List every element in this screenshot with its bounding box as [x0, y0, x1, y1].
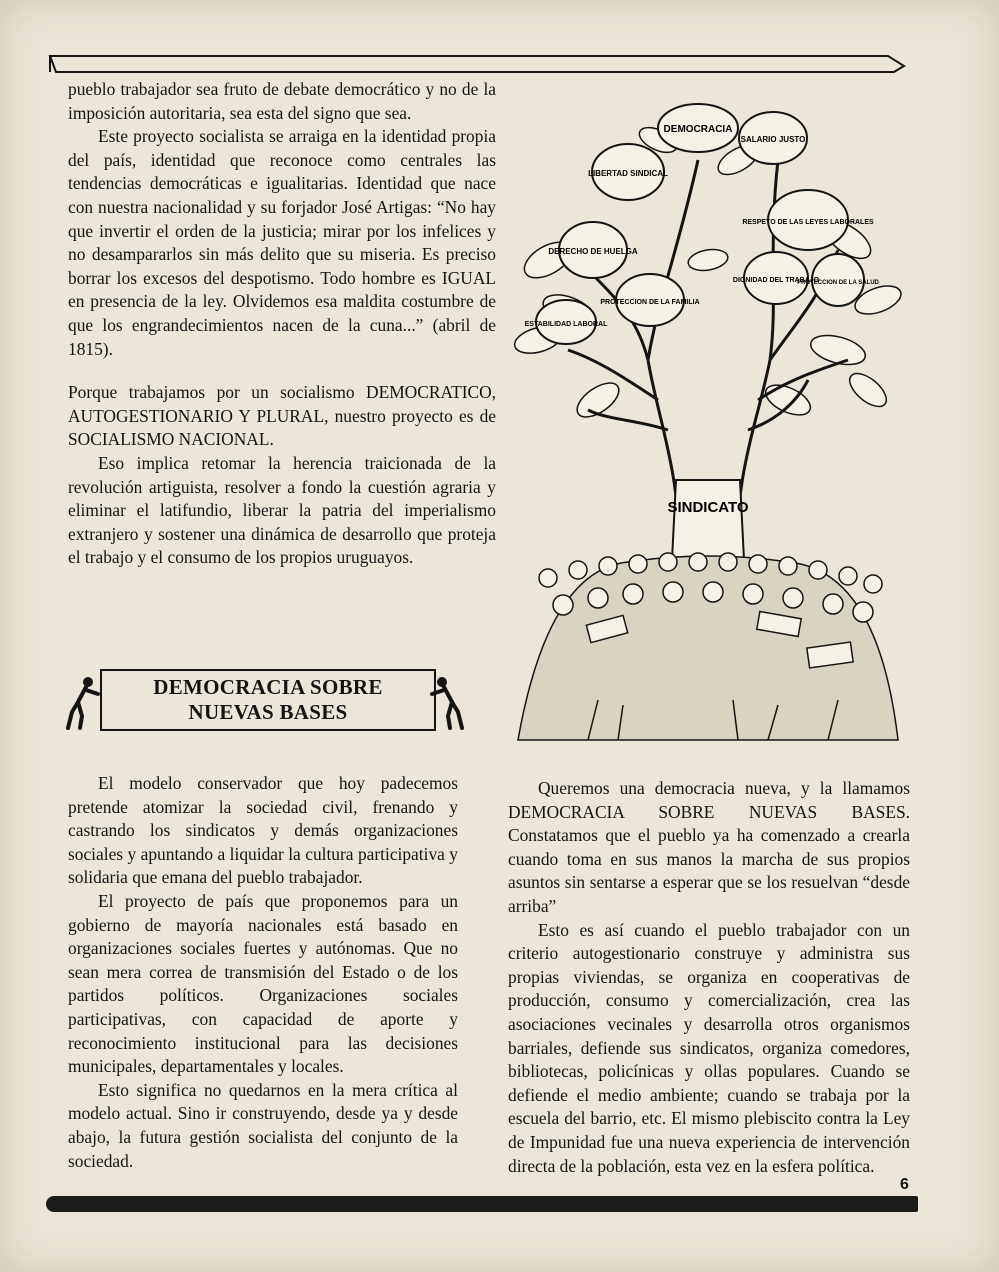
page-number: 6 [900, 1176, 909, 1193]
paragraph: Porque trabajamos por un socialismo DEMOCRATICO, AUTOGESTIONARIO Y PLURAL, nuestro proyecto es de SOCIALISMO NACIONAL. [68, 382, 496, 450]
right-text-column [508, 777, 910, 1178]
section-heading-line-1: DEMOCRACIA SOBRE [153, 675, 383, 699]
fruit-label: DERECHO DE HUELGA [548, 247, 638, 256]
fruit-label: PROTECCION DE LA SALUD [797, 280, 879, 286]
fruit-label: ESTABILIDAD LABORAL [524, 321, 608, 328]
fruit-label: PROTECCION DE LA FAMILIA [600, 299, 700, 306]
tree-trunk-base [672, 480, 744, 560]
fruit-label: DEMOCRACIA [663, 124, 733, 135]
fruit-label: SALARIO JUSTO [740, 135, 806, 144]
bottom-rule [46, 1196, 918, 1212]
paragraph: El proyecto de país que proponemos para un gobierno de mayoría nacionales está basado en organizaciones sociales fuertes y autónomas. Que no sean mera correa de transmisión del Estado o de los partidos políticos. Organizaciones sociales participativas, con capacidad de aporte y reconocimiento institucional para las decisiones municipales, departamentales y locales. [68, 890, 458, 1077]
paragraph: pueblo trabajador sea fruto de debate democrático y no de la imposición autoritaria, sea esta del signo que sea. [68, 79, 496, 123]
section-heading-box [100, 669, 436, 731]
pushing-figure-right-icon [430, 672, 466, 730]
union-tree-illustration [508, 100, 908, 760]
paragraph: Queremos una democracia nueva, y la llamamos DEMOCRACIA SOBRE NUEVAS BASES. Constatamos que el pueblo ya ha comenzado a crearla cuando toma en sus manos la marcha de sus propios asuntos sin sentarse a esperar que se los resuelvan “desde arriba” [508, 778, 910, 916]
fruit-label: LIBERTAD SINDICAL [588, 169, 668, 178]
intro-text-column [68, 78, 496, 570]
paragraph: El modelo conservador que hoy padecemos pretende atomizar la sociedad civil, frenando y castrando los sindicatos y demás organizaciones sociales y apuntando a liquidar la cultura participativa y solidaria que emana del pueblo trabajador. [68, 773, 458, 888]
section-heading-line-2: NUEVAS BASES [188, 700, 348, 724]
pushing-figure-left-icon [64, 672, 100, 730]
trunk-label: SINDICATO [667, 499, 749, 516]
fruit-label: RESPETO DE LAS LEYES LABORALES [742, 219, 874, 226]
paragraph: Este proyecto socialista se arraiga en la identidad propia del país, identidad que reconoce como centrales las tendencias democráticas e igualitarias. Identidad que nace con nuestra nacionalidad y su forjador José Artigas: “No hay que invertir el orden de la justicia; mirar por los infelices y no desampararlos sin más delito que su miseria. Es preciso borrar los excesos del despotismo. Todo hombre es IGUAL en presencia de la ley. Olvidemos esa maldita costumbre de que los engrandecimientos nacen de la cuna...” (abril de 1815). [68, 126, 496, 359]
left-text-column [68, 772, 458, 1173]
paragraph: Eso implica retomar la herencia traicionada de la revolución artiguista, resolver a fondo la cuestión agraria y eliminar el latifundio, liberar la patria del imperialismo extranjero y sostener una dinámica de desarrollo que proteja el trabajo y el consumo de los propios uruguayos. [68, 452, 496, 568]
paragraph: Esto significa no quedarnos en la mera crítica al modelo actual. Sino ir construyendo, desde ya y desde abajo, la futura gestión socialista del conjunto de la sociedad. [68, 1079, 458, 1171]
top-banner-bar [48, 52, 908, 74]
fruit-label: DIGNIDAD DEL TRABAJO [732, 277, 820, 284]
crowd-of-workers [518, 553, 898, 740]
paragraph: Esto es así cuando el pueblo trabajador con un criterio autogestionario construye y administra sus propias viviendas, se organiza en cooperativas de producción, consumo y comercialización, crea las asociaciones vecinales y desarrolla otros organismos barriales, defiende sus sindicatos, organiza comedores, bibliotecas, policínicas y ollas populares. Cuando se defiende el medio ambiente; cuando se trabaja por la escuela del barrio, etc. El mismo plebiscito contra la Ley de Impunidad fue una nueva experiencia de intervención directa de la población, esta vez en la esfera política. [508, 919, 910, 1176]
